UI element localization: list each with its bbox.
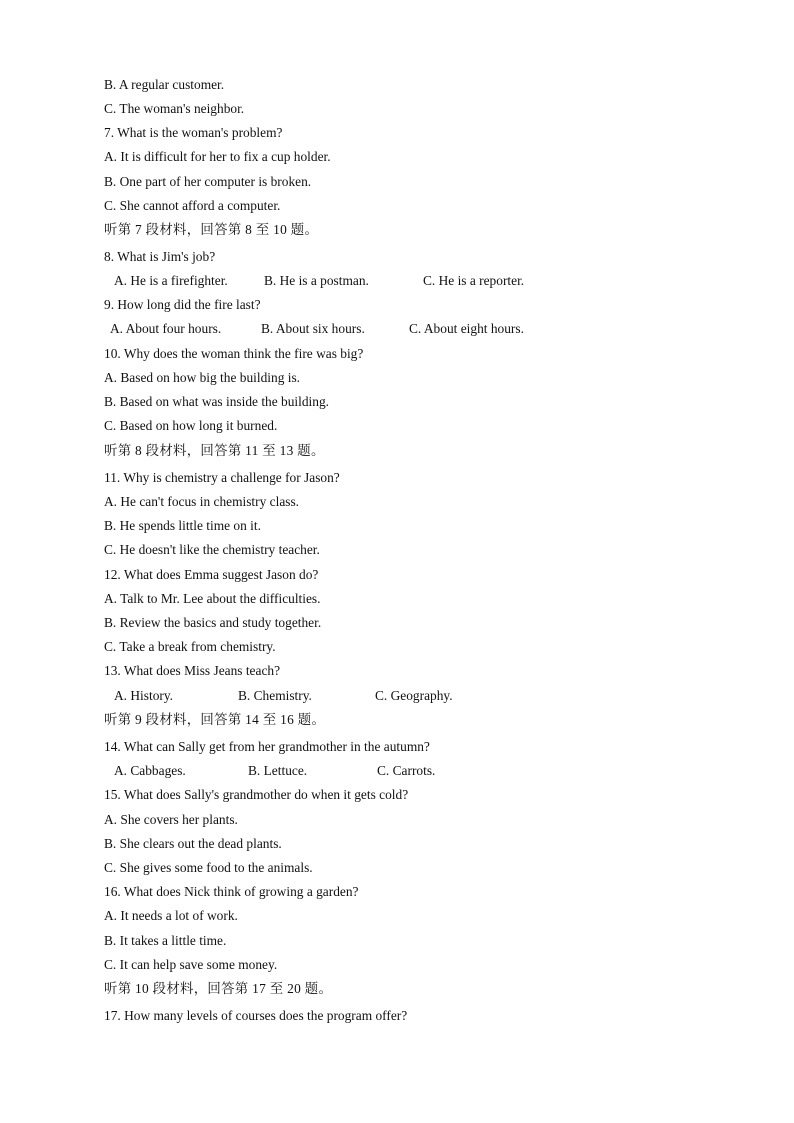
q9-option-b: B. About six hours. [261, 321, 365, 336]
q10-option-a: A. Based on how big the building is. [104, 370, 301, 385]
q15-option-c: C. She gives some food to the animals. [104, 860, 313, 875]
q14-option-c: C. Carrots. [377, 763, 436, 778]
q16-option-c: C. It can help save some money. [104, 957, 278, 972]
q14-option-b: B. Lettuce. [248, 763, 308, 778]
q11-question: 11. Why is chemistry a challenge for Jason? [104, 470, 340, 485]
q12-option-c: C. Take a break from chemistry. [104, 639, 276, 654]
q11-option-a: A. He can't focus in chemistry class. [104, 494, 300, 509]
section-10-instruction: 听第 10 段材料，回答第 17 至 20 题。 [104, 981, 333, 996]
q9-option-c: C. About eight hours. [409, 321, 524, 336]
q9-question: 9. How long did the fire last? [104, 297, 261, 312]
q15-option-a: A. She covers her plants. [104, 812, 238, 827]
q16-question: 16. What does Nick think of growing a garden? [104, 884, 359, 899]
q7-option-a: A. It is difficult for her to fix a cup holder. [104, 149, 331, 164]
q14-question: 14. What can Sally get from her grandmother in the autumn? [104, 739, 430, 754]
q12-option-a: A. Talk to Mr. Lee about the difficulties. [104, 591, 321, 606]
q9-option-a: A. About four hours. [110, 321, 222, 336]
q7-option-b: B. One part of her computer is broken. [104, 174, 312, 189]
section-9-instruction: 听第 9 段材料，回答第 14 至 16 题。 [104, 712, 326, 727]
q15-option-b: B. She clears out the dead plants. [104, 836, 282, 851]
q13-option-c: C. Geography. [375, 688, 453, 703]
q8-option-a: A. He is a firefighter. [114, 273, 228, 288]
q6-option-c: C. The woman's neighbor. [104, 101, 245, 116]
q17-question: 17. How many levels of courses does the program offer? [104, 1008, 408, 1023]
q12-question: 12. What does Emma suggest Jason do? [104, 567, 319, 582]
q15-question: 15. What does Sally's grandmother do when it gets cold? [104, 787, 409, 802]
q7-option-c: C. She cannot afford a computer. [104, 198, 281, 213]
q8-option-c: C. He is a reporter. [423, 273, 525, 288]
q11-option-c: C. He doesn't like the chemistry teacher. [104, 542, 320, 557]
q10-question: 10. Why does the woman think the fire was big? [104, 346, 364, 361]
q13-option-b: B. Chemistry. [238, 688, 312, 703]
q8-question: 8. What is Jim's job? [104, 249, 216, 264]
q10-option-c: C. Based on how long it burned. [104, 418, 278, 433]
q16-option-a: A. It needs a lot of work. [104, 908, 238, 923]
q10-option-b: B. Based on what was inside the building. [104, 394, 330, 409]
q16-option-b: B. It takes a little time. [104, 933, 227, 948]
q11-option-b: B. He spends little time on it. [104, 518, 261, 533]
q14-option-a: A. Cabbages. [114, 763, 186, 778]
q13-question: 13. What does Miss Jeans teach? [104, 663, 281, 678]
section-7-instruction: 听第 7 段材料，回答第 8 至 10 题。 [104, 222, 319, 237]
section-8-instruction: 听第 8 段材料，回答第 11 至 13 题。 [104, 443, 325, 458]
q7-question: 7. What is the woman's problem? [104, 125, 283, 140]
q13-option-a: A. History. [114, 688, 174, 703]
q12-option-b: B. Review the basics and study together. [104, 615, 322, 630]
q6-option-b: B. A regular customer. [104, 77, 225, 92]
q8-option-b: B. He is a postman. [264, 273, 369, 288]
